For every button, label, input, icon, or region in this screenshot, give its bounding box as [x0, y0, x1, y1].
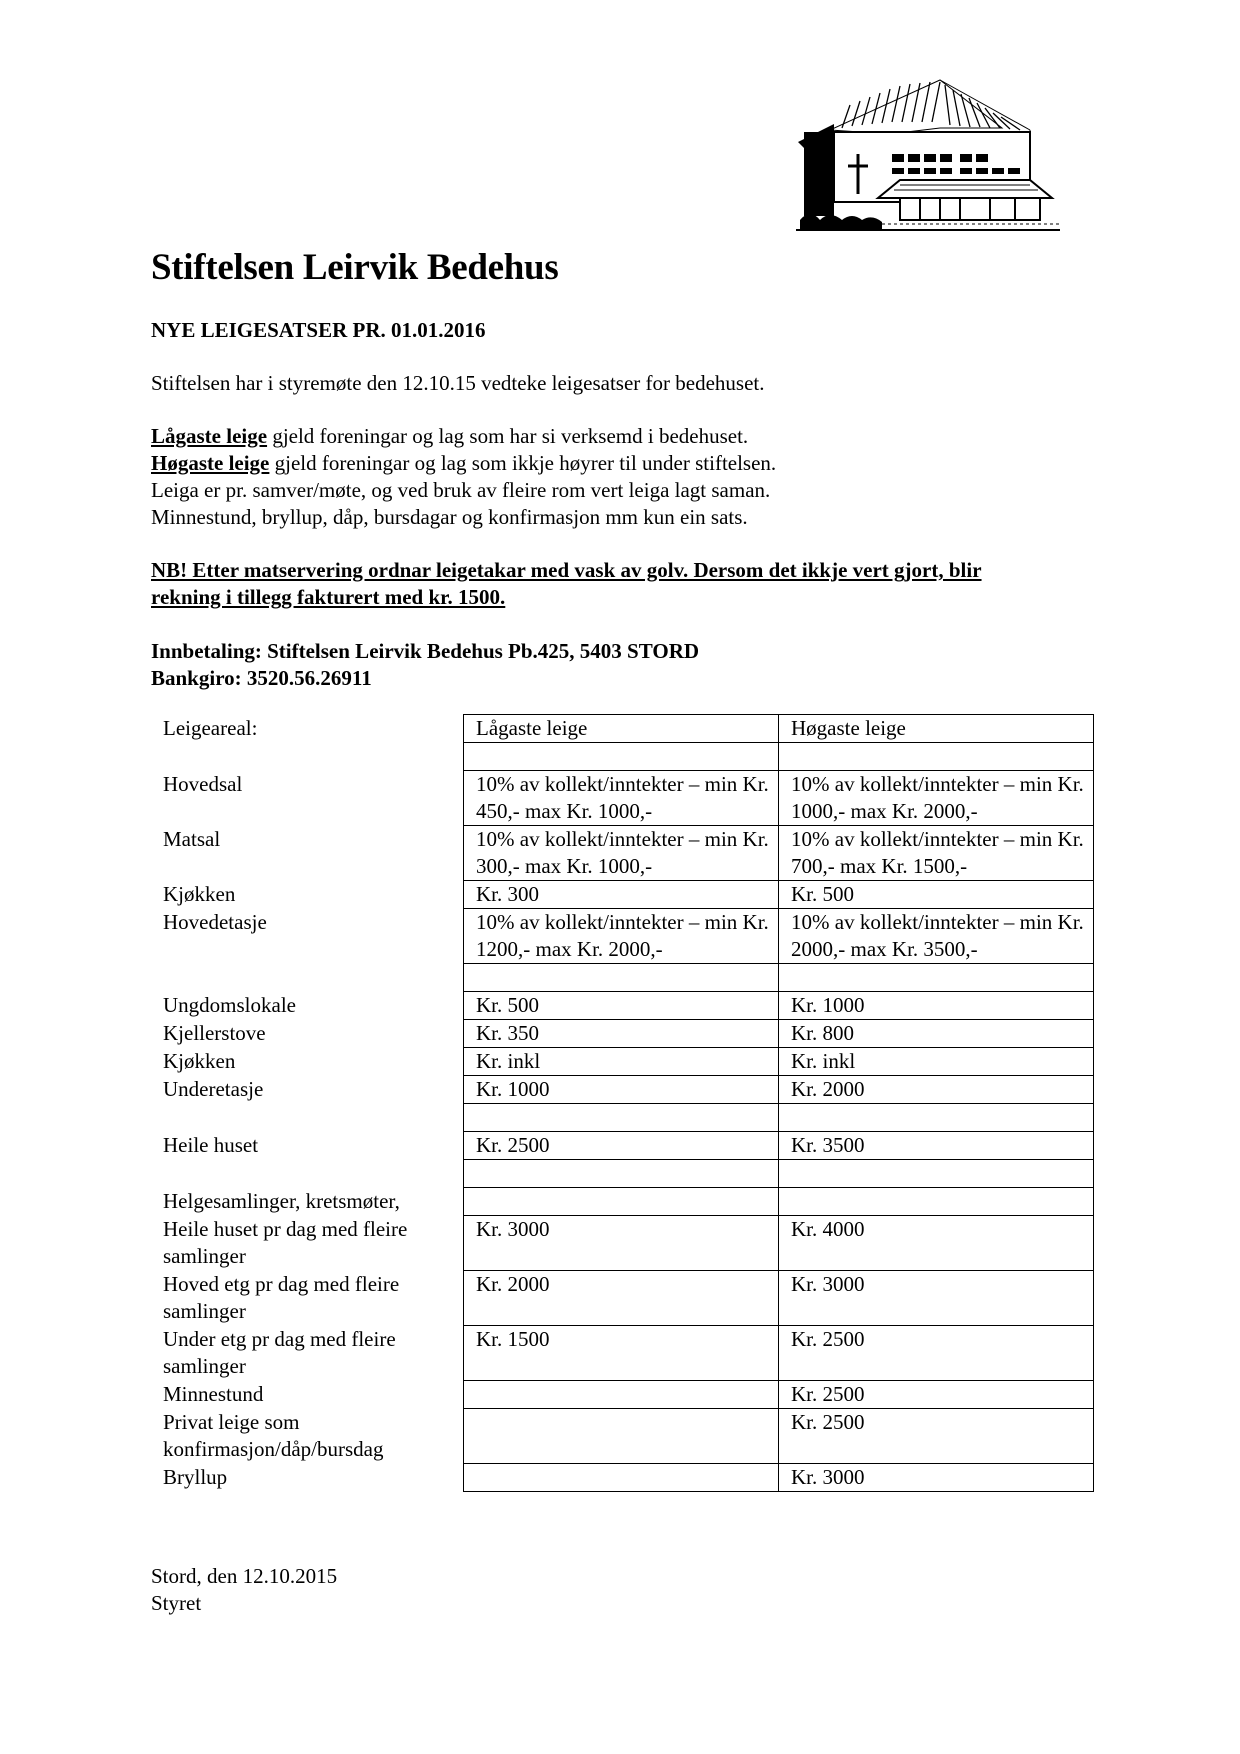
table-row: [151, 992, 1094, 1020]
table-row: [151, 1188, 1094, 1216]
cell-high: [779, 1104, 1094, 1132]
cell-low: Kr. inkl: [464, 1048, 779, 1076]
table-row: [151, 1076, 1094, 1104]
cell-low: [464, 1381, 779, 1409]
cell-area: [151, 964, 464, 992]
cell-high: Kr. inkl: [779, 1048, 1094, 1076]
cell-area: Underetasje: [163, 1076, 264, 1101]
high-rate-text: gjeld foreningar og lag som ikkje høyrer til under stiftelsen.: [269, 451, 777, 475]
cell-low: 10% av kollekt/inntekter – min Kr. 450,- max Kr. 1000,-: [464, 771, 779, 826]
cleaning-notice: [151, 557, 1091, 611]
cell-area: Kjellerstove: [163, 1020, 266, 1045]
cell-area: Heile huset: [163, 1132, 259, 1157]
page-title: Stiftelsen Leirvik Bedehus: [151, 247, 559, 288]
cell-high: Kr. 4000: [779, 1216, 1094, 1271]
table-row: [151, 881, 1094, 909]
cell-high: [779, 964, 1094, 992]
cell-low: [464, 1104, 779, 1132]
low-rate-label: Lågaste leige: [151, 424, 268, 448]
table-row: [151, 1409, 1094, 1464]
header-high: Høgaste leige: [779, 715, 1094, 743]
cell-low: Kr. 3000: [464, 1216, 779, 1271]
cell-high: Kr. 1000: [779, 992, 1094, 1020]
rates-table: [151, 714, 1094, 1492]
high-rate-label: Høgaste leige: [151, 451, 270, 475]
cell-high: [779, 1160, 1094, 1188]
table-header-row: [151, 715, 1094, 743]
table-row: [151, 1132, 1094, 1160]
cell-area: Hoved etg pr dag med fleire samlinger: [163, 1271, 400, 1323]
low-rate-definition: [151, 423, 776, 450]
cell-low: [464, 964, 779, 992]
cell-low: Kr. 300: [464, 881, 779, 909]
cell-area: [151, 743, 464, 771]
header-low: Lågaste leige: [464, 715, 779, 743]
cell-high: Kr. 2500: [779, 1326, 1094, 1381]
cell-low: 10% av kollekt/inntekter – min Kr. 1200,- max Kr. 2000,-: [464, 909, 779, 964]
rate-combination-note: Leiga er pr. samver/møte, og ved bruk av fleire rom vert leiga lagt saman.: [151, 478, 771, 502]
cell-high: Kr. 2500: [779, 1381, 1094, 1409]
page-subtitle: NYE LEIGESATSER PR. 01.01.2016: [151, 318, 486, 342]
table-row: [151, 1216, 1094, 1271]
signature: Styret: [151, 1591, 202, 1615]
cell-low: [464, 1188, 779, 1216]
cell-high: 10% av kollekt/inntekter – min Kr. 700,- max Kr. 1500,-: [779, 826, 1094, 881]
cell-low: Kr. 1000: [464, 1076, 779, 1104]
cell-high: Kr. 3000: [779, 1271, 1094, 1326]
place-date: Stord, den 12.10.2015: [151, 1564, 338, 1588]
table-row: [151, 909, 1094, 964]
cell-low: [464, 743, 779, 771]
cell-area: Hovedetasje: [163, 909, 267, 934]
cell-low: [464, 1160, 779, 1188]
cell-area: Privat leige som konfirmasjon/dåp/bursdag: [163, 1409, 384, 1461]
table-row: [151, 1381, 1094, 1409]
cleaning-notice-line-2: rekning i tillegg fakturert med kr. 1500.: [151, 585, 506, 609]
cell-low: [464, 1409, 779, 1464]
cell-high: Kr. 500: [779, 881, 1094, 909]
table-row: [151, 743, 1094, 771]
cell-area: Kjøkken: [163, 1048, 236, 1073]
table-row: [151, 1048, 1094, 1076]
cell-low: Kr. 2500: [464, 1132, 779, 1160]
cell-area: Bryllup: [163, 1464, 228, 1489]
cell-low: Kr. 350: [464, 1020, 779, 1048]
cell-low: Kr. 1500: [464, 1326, 779, 1381]
table-row: [151, 964, 1094, 992]
table-row: [151, 1464, 1094, 1492]
payment-info: [151, 638, 699, 692]
cell-area: Helgesamlinger, kretsmøter,: [163, 1188, 400, 1213]
single-rate-note: Minnestund, bryllup, dåp, bursdagar og konfirmasjon mm kun ein sats.: [151, 505, 748, 529]
cell-high: 10% av kollekt/inntekter – min Kr. 1000,- max Kr. 2000,-: [779, 771, 1094, 826]
bedehus-building-logo: [790, 70, 1086, 248]
cell-low: Kr. 2000: [464, 1271, 779, 1326]
cell-high: Kr. 800: [779, 1020, 1094, 1048]
cell-low: Kr. 500: [464, 992, 779, 1020]
cell-area: Minnestund: [163, 1381, 264, 1406]
table-row: [151, 771, 1094, 826]
cell-area: Matsal: [163, 826, 221, 851]
cell-area: Kjøkken: [163, 881, 236, 906]
low-rate-text: gjeld foreningar og lag som har si verksemd i bedehuset.: [267, 424, 749, 448]
table-row: [151, 1104, 1094, 1132]
cell-high: [779, 743, 1094, 771]
closing: [151, 1563, 337, 1617]
cell-area: Ungdomslokale: [163, 992, 296, 1017]
cell-high: Kr. 2500: [779, 1409, 1094, 1464]
cell-high: 10% av kollekt/inntekter – min Kr. 2000,- max Kr. 3500,-: [779, 909, 1094, 964]
cell-area: Hovedsal: [163, 771, 243, 796]
table-row: [151, 1271, 1094, 1326]
cell-area: [151, 1104, 464, 1132]
bank-account: Bankgiro: 3520.56.26911: [151, 666, 372, 690]
cell-area: Under etg pr dag med fleire samlinger: [163, 1326, 396, 1378]
cell-low: [464, 1464, 779, 1492]
cell-high: Kr. 3000: [779, 1464, 1094, 1492]
intro-paragraph: Stiftelsen har i styremøte den 12.10.15 vedteke leigesatser for bedehuset.: [151, 371, 765, 395]
cell-area: Heile huset pr dag med fleire samlinger: [163, 1216, 408, 1268]
table-row: [151, 1020, 1094, 1048]
table-row: [151, 1160, 1094, 1188]
cleaning-notice-line-1: NB! Etter matservering ordnar leigetakar med vask av golv. Dersom det ikkje vert gjort, blir: [151, 558, 982, 582]
cell-high: Kr. 2000: [779, 1076, 1094, 1104]
cell-high: Kr. 3500: [779, 1132, 1094, 1160]
cell-low: 10% av kollekt/inntekter – min Kr. 300,- max Kr. 1000,-: [464, 826, 779, 881]
header-area: Leigeareal:: [163, 715, 258, 740]
payment-address: Innbetaling: Stiftelsen Leirvik Bedehus Pb.425, 5403 STORD: [151, 639, 700, 663]
table-row: [151, 1326, 1094, 1381]
cell-area: [151, 1160, 464, 1188]
high-rate-definition: [151, 450, 776, 477]
definitions-paragraph: [151, 423, 776, 531]
table-row: [151, 826, 1094, 881]
cell-high: [779, 1188, 1094, 1216]
